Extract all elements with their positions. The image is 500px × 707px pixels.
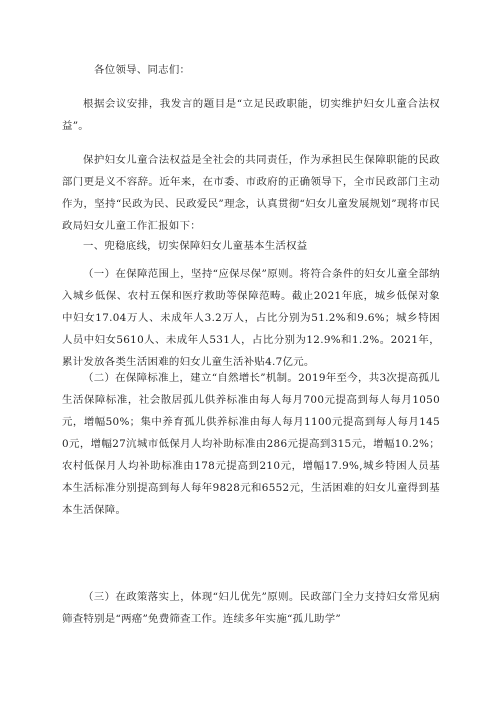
section-heading-1: 一、兜稳底线，切实保障妇女儿童基本生活权益	[83, 240, 308, 252]
paragraph-scope: （一）在保障范围上，坚持“应保尽保”原则。将符合条件的妇女儿童全部纳入城乡低保、农村五保和医疗救助等保障范畴。截止2021年底，城乡低保对象中妇女17.04万人、未成年人3.2万人，占比分别为51.2%和9.6%；城乡特困人员中妇女5610人、未成年人531人，占比分别为12.9%和1.2%。2021年，累计发放各类生活困难的妇女儿童生活补贴4.7亿元。	[62, 268, 440, 368]
paragraph-standard: （二）在保障标准上，建立“自然增长”机制。2019年至今，共3次提高孤儿生活保障标准，社会散居孤儿供养标准由每人每月700元提高到每人每月1050元，增幅50%；集中养育孤儿供养标准由每人每月1100元提高到每人每月1450元，增幅27沆城市低保月人均补助标准由286元提高到315元，增幅10.2%；农村低保月人均补助标准由178元提高到210元，增幅17.9%,城乡特困人员基本生活标准分别提高到每人每年9828元和6552元，生活困难的妇女儿童得到基本生活保障。	[62, 372, 440, 516]
paragraph-policy: （三）在政策落实上，体现“妇儿优先”原则。民政部门全力支持妇女常见病筛查特别是“两癌”免费筛查工作。连续多年实施“孤儿助学”	[62, 591, 440, 625]
paragraph-topic: 根据会议安排，我发言的题目是“立足民政职能，切实维护妇女儿童合法权益”。	[62, 98, 440, 132]
salutation: 各位领导、同志们：	[94, 64, 191, 76]
paragraph-intro: 保护妇女儿童合法权益是全社会的共同责任，作为承担民生保障职能的民政部门更是义不容辞。近年来，在市委、市政府的正确领导下，全市民政部门主动作为，坚持“民政为民、民政爱民”理念，认真贯彻“妇女儿童发展规划”现将市民政局妇女儿童工作汇报如下：	[62, 154, 440, 232]
